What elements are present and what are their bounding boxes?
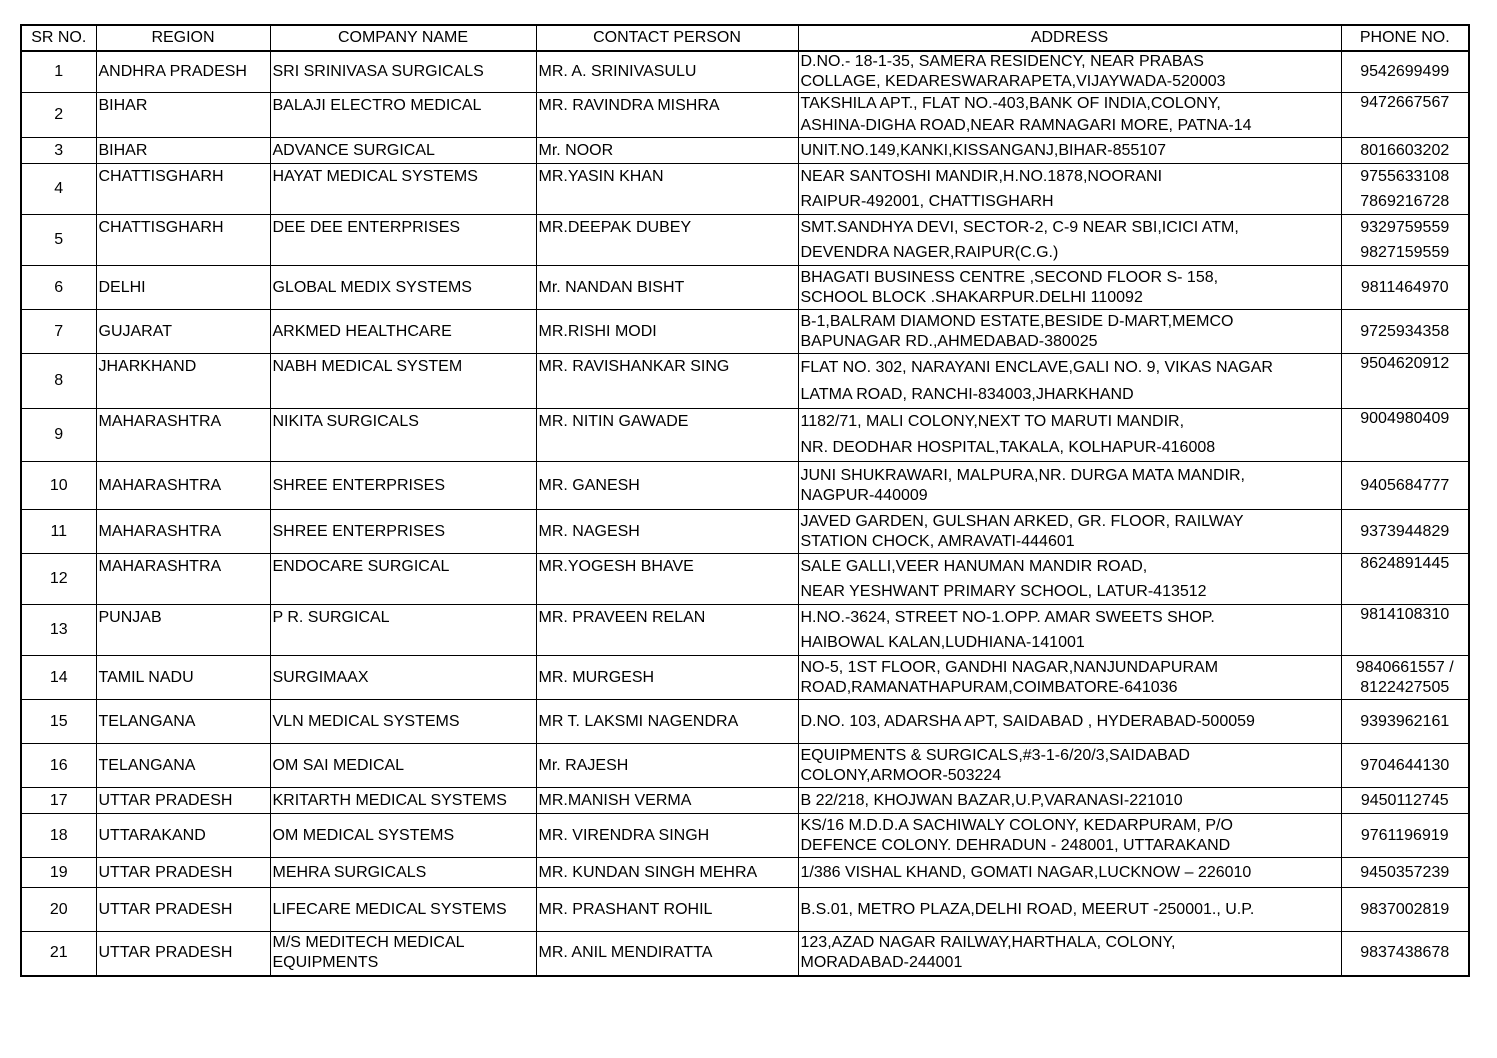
company-name-cell: VLN MEDICAL SYSTEMS (270, 700, 536, 744)
address-line: UNIT.NO.149,KANKI,KISSANGANJ,BIHAR-855107 (800, 142, 1166, 159)
address-line: 1182/71, MALI COLONY,NEXT TO MARUTI MANDIR, (800, 413, 1185, 430)
sr-no-cell: 3 (21, 138, 96, 164)
sr-no-cell: 21 (21, 932, 96, 976)
table-row (21, 409, 1469, 462)
contact-person-cell: MR. PRAVEEN RELAN (536, 605, 798, 656)
address-line: MORADABAD-244001 (800, 954, 963, 972)
contact-person-cell: MR.RISHI MODI (536, 310, 798, 354)
table-row (21, 510, 1469, 554)
region-cell: MAHARASHTRA (96, 510, 270, 554)
table-row (21, 814, 1469, 858)
address-line: D.NO. 103, ADARSHA APT, SAIDABAD , HYDERABAD-500059 (800, 712, 1255, 730)
phone-cell (1341, 814, 1469, 858)
address-cell (798, 605, 1341, 656)
address-line: SCHOOL BLOCK .SHAKARPUR.DELHI 110092 (800, 288, 1143, 306)
sr-no-cell: 12 (21, 554, 96, 605)
contact-person-cell: MR.YOGESH BHAVE (536, 554, 798, 605)
phone-cell (1341, 164, 1469, 215)
region-cell: MAHARASHTRA (96, 462, 270, 510)
company-name-cell: OM SAI MEDICAL (270, 744, 536, 788)
table-row (21, 656, 1469, 700)
region-cell: ANDHRA PRADESH (96, 51, 270, 93)
address-line: BAPUNAGAR RD.,AHMEDABAD-380025 (800, 332, 1098, 350)
company-name-cell: SRI SRINIVASA SURGICALS (270, 51, 536, 93)
address-line: ROAD,RAMANATHAPURAM,COIMBATORE-641036 (800, 678, 1178, 696)
company-name-cell: DEE DEE ENTERPRISES (270, 215, 536, 266)
phone-number: 9004980409 (1360, 410, 1450, 427)
sr-no-cell: 18 (21, 814, 96, 858)
region-cell: BIHAR (96, 138, 270, 164)
header-contact-person: CONTACT PERSON (536, 25, 798, 51)
phone-cell (1341, 93, 1469, 138)
region-cell: JHARKHAND (96, 354, 270, 409)
company-name-cell: NABH MEDICAL SYSTEM (270, 354, 536, 409)
region-cell: DELHI (96, 266, 270, 310)
region-cell: UTTAR PRADESH (96, 788, 270, 814)
phone-cell (1341, 409, 1469, 462)
phone-cell (1341, 462, 1469, 510)
header-company-name: COMPANY NAME (270, 25, 536, 51)
address-line: 1/386 VISHAL KHAND, GOMATI NAGAR,LUCKNOW – 226010 (800, 863, 1252, 881)
address-cell (798, 858, 1341, 888)
address-line: KS/16 M.D.D.A SACHIWALY COLONY, KEDARPURAM, P/O (800, 816, 1233, 834)
address-line: JUNI SHUKRAWARI, MALPURA,NR. DURGA MATA MANDIR, (800, 466, 1245, 484)
sr-no-cell: 1 (21, 51, 96, 93)
phone-number: 9393962161 (1360, 712, 1450, 730)
region-cell: BIHAR (96, 93, 270, 138)
region-cell: UTTAR PRADESH (96, 888, 270, 932)
address-line: HAIBOWAL KALAN,LUDHIANA-141001 (800, 634, 1085, 651)
sr-no-cell: 13 (21, 605, 96, 656)
table-row (21, 700, 1469, 744)
phone-number: 9329759559 (1360, 219, 1450, 236)
table-row (21, 51, 1469, 93)
sr-no-cell: 6 (21, 266, 96, 310)
phone-number: 9755633108 (1360, 168, 1450, 185)
contact-person-cell: MR.DEEPAK DUBEY (536, 215, 798, 266)
address-line: B-1,BALRAM DIAMOND ESTATE,BESIDE D-MART,MEMCO (800, 312, 1234, 330)
sr-no-cell: 15 (21, 700, 96, 744)
address-line: NAGPUR-440009 (800, 486, 928, 504)
table-row (21, 215, 1469, 266)
contact-person-cell: MR. RAVISHANKAR SING (536, 354, 798, 409)
contact-person-cell: Mr. NOOR (536, 138, 798, 164)
phone-number: 9811464970 (1360, 278, 1449, 296)
table-row (21, 164, 1469, 215)
table-row (21, 605, 1469, 656)
phone-cell (1341, 858, 1469, 888)
address-line: NEAR SANTOSHI MANDIR,H.NO.1878,NOORANI (800, 168, 1163, 185)
sr-no-cell: 10 (21, 462, 96, 510)
company-name-cell: SHREE ENTERPRISES (270, 510, 536, 554)
address-cell (798, 932, 1341, 976)
address-cell (798, 266, 1341, 310)
region-cell: PUNJAB (96, 605, 270, 656)
address-cell (798, 814, 1341, 858)
phone-cell (1341, 888, 1469, 932)
header-address: ADDRESS (798, 25, 1341, 51)
address-cell (798, 744, 1341, 788)
region-cell: TELANGANA (96, 744, 270, 788)
address-cell (798, 510, 1341, 554)
phone-number: 7869216728 (1360, 193, 1450, 210)
region-cell: TAMIL NADU (96, 656, 270, 700)
address-line: SMT.SANDHYA DEVI, SECTOR-2, C-9 NEAR SBI,ICICI ATM, (800, 219, 1239, 236)
company-name-cell: GLOBAL MEDIX SYSTEMS (270, 266, 536, 310)
company-name-cell: ENDOCARE SURGICAL (270, 554, 536, 605)
table-row (21, 744, 1469, 788)
phone-number: 9827159559 (1360, 244, 1450, 261)
address-cell (798, 310, 1341, 354)
header-phone-no: PHONE NO. (1341, 25, 1469, 51)
address-line: COLONY,ARMOOR-503224 (800, 766, 1002, 784)
address-line: COLLAGE, KEDARESWARARAPETA,VIJAYWADA-520003 (800, 73, 1226, 90)
address-cell (798, 138, 1341, 164)
company-name-cell: P R. SURGICAL (270, 605, 536, 656)
region-cell: CHATTISGHARH (96, 215, 270, 266)
contact-person-cell: MR. A. SRINIVASULU (536, 51, 798, 93)
dealer-table (20, 24, 1470, 977)
region-cell: UTTAR PRADESH (96, 858, 270, 888)
phone-cell (1341, 554, 1469, 605)
region-cell: MAHARASHTRA (96, 409, 270, 462)
phone-cell (1341, 354, 1469, 409)
company-name-cell: BALAJI ELECTRO MEDICAL (270, 93, 536, 138)
company-name-cell: SURGIMAAX (270, 656, 536, 700)
address-line: NR. DEODHAR HOSPITAL,TAKALA, KOLHAPUR-416008 (800, 439, 1216, 456)
address-line: DEVENDRA NAGER,RAIPUR(C.G.) (800, 244, 1059, 261)
table-row (21, 310, 1469, 354)
phone-number: 8122427505 (1360, 678, 1450, 696)
address-line: D.NO.- 18-1-35, SAMERA RESIDENCY, NEAR PRABAS (800, 53, 1204, 70)
phone-cell (1341, 700, 1469, 744)
region-cell: UTTARAKAND (96, 814, 270, 858)
sr-no-cell: 14 (21, 656, 96, 700)
address-line: LATMA ROAD, RANCHI-834003,JHARKHAND (800, 386, 1134, 403)
phone-number: 9450357239 (1360, 863, 1450, 881)
address-line: TAKSHILA APT., FLAT NO.-403,BANK OF INDIA,COLONY, (800, 95, 1221, 112)
address-cell (798, 462, 1341, 510)
address-cell (798, 409, 1341, 462)
address-line: BHAGATI BUSINESS CENTRE ,SECOND FLOOR S- 158, (800, 268, 1219, 286)
table-body (21, 51, 1469, 976)
address-cell (798, 164, 1341, 215)
address-cell (798, 554, 1341, 605)
address-line: NO-5, 1ST FLOOR, GANDHI NAGAR,NANJUNDAPURAM (800, 658, 1219, 676)
sr-no-cell: 2 (21, 93, 96, 138)
phone-cell (1341, 510, 1469, 554)
phone-number: 9837438678 (1360, 944, 1450, 962)
contact-person-cell: Mr. NANDAN BISHT (536, 266, 798, 310)
sr-no-cell: 7 (21, 310, 96, 354)
table-row (21, 462, 1469, 510)
phone-number: 9837002819 (1360, 900, 1450, 918)
sr-no-cell: 11 (21, 510, 96, 554)
table-row (21, 93, 1469, 138)
sr-no-cell: 4 (21, 164, 96, 215)
address-cell (798, 788, 1341, 814)
company-name-cell: SHREE ENTERPRISES (270, 462, 536, 510)
table-row (21, 266, 1469, 310)
phone-cell (1341, 744, 1469, 788)
contact-person-cell: MR. GANESH (536, 462, 798, 510)
phone-number: 9373944829 (1360, 522, 1450, 540)
address-line: H.NO.-3624, STREET NO-1.OPP. AMAR SWEETS SHOP. (800, 609, 1215, 626)
region-cell: TELANGANA (96, 700, 270, 744)
contact-person-cell: MR. PRASHANT ROHIL (536, 888, 798, 932)
contact-person-cell: MR. MURGESH (536, 656, 798, 700)
sr-no-cell: 17 (21, 788, 96, 814)
table-row (21, 788, 1469, 814)
phone-cell (1341, 266, 1469, 310)
contact-person-cell: MR. NITIN GAWADE (536, 409, 798, 462)
address-line: EQUIPMENTS & SURGICALS,#3-1-6/20/3,SAIDABAD (800, 746, 1190, 764)
sr-no-cell: 8 (21, 354, 96, 409)
phone-number: 9504620912 (1360, 355, 1450, 372)
address-cell (798, 354, 1341, 409)
contact-person-cell: MR.YASIN KHAN (536, 164, 798, 215)
phone-number: 9450112745 (1360, 791, 1449, 809)
contact-person-cell: MR. VIRENDRA SINGH (536, 814, 798, 858)
region-cell: CHATTISGHARH (96, 164, 270, 215)
address-cell (798, 656, 1341, 700)
phone-cell (1341, 138, 1469, 164)
address-line: B 22/218, KHOJWAN BAZAR,U.P,VARANASI-221010 (800, 791, 1183, 809)
contact-person-cell: MR. NAGESH (536, 510, 798, 554)
address-line: 123,AZAD NAGAR RAILWAY,HARTHALA, COLONY, (800, 934, 1176, 952)
phone-cell (1341, 215, 1469, 266)
company-name-cell: NIKITA SURGICALS (270, 409, 536, 462)
address-line: STATION CHOCK, AMRAVATI-444601 (800, 532, 1075, 550)
sr-no-cell: 5 (21, 215, 96, 266)
address-line: B.S.01, METRO PLAZA,DELHI ROAD, MEERUT -250001., U.P. (800, 900, 1255, 918)
header-region: REGION (96, 25, 270, 51)
company-name-cell: LIFECARE MEDICAL SYSTEMS (270, 888, 536, 932)
phone-number: 9704644130 (1360, 756, 1450, 774)
sr-no-cell: 19 (21, 858, 96, 888)
table-row (21, 888, 1469, 932)
region-cell: GUJARAT (96, 310, 270, 354)
phone-cell (1341, 656, 1469, 700)
address-line: RAIPUR-492001, CHATTISGHARH (800, 193, 1054, 210)
phone-number: 9725934358 (1360, 322, 1450, 340)
contact-person-cell: MR. ANIL MENDIRATTA (536, 932, 798, 976)
address-cell (798, 51, 1341, 93)
phone-cell (1341, 788, 1469, 814)
address-cell (798, 215, 1341, 266)
phone-cell (1341, 605, 1469, 656)
phone-cell (1341, 932, 1469, 976)
address-line: DEFENCE COLONY. DEHRADUN - 248001, UTTARAKAND (800, 836, 1231, 854)
phone-number: 9542699499 (1360, 63, 1450, 80)
company-name-cell: MEHRA SURGICALS (270, 858, 536, 888)
address-line: ASHINA-DIGHA ROAD,NEAR RAMNAGARI MORE, PATNA-14 (800, 117, 1252, 134)
company-name-cell: HAYAT MEDICAL SYSTEMS (270, 164, 536, 215)
company-name-cell: OM MEDICAL SYSTEMS (270, 814, 536, 858)
sr-no-cell: 20 (21, 888, 96, 932)
phone-cell (1341, 310, 1469, 354)
address-cell (798, 700, 1341, 744)
header-row (21, 25, 1469, 51)
phone-number: 9472667567 (1360, 94, 1450, 111)
company-name-cell: ADVANCE SURGICAL (270, 138, 536, 164)
header-sr-no: SR NO. (21, 25, 96, 51)
table-row (21, 554, 1469, 605)
address-line: NEAR YESHWANT PRIMARY SCHOOL, LATUR-413512 (800, 583, 1207, 600)
company-name-cell: ARKMED HEALTHCARE (270, 310, 536, 354)
table-row (21, 138, 1469, 164)
phone-number: 9761196919 (1360, 826, 1449, 844)
address-cell (798, 93, 1341, 138)
address-line: JAVED GARDEN, GULSHAN ARKED, GR. FLOOR, RAILWAY (800, 512, 1244, 530)
phone-number: 9814108310 (1360, 606, 1450, 623)
region-cell: UTTAR PRADESH (96, 932, 270, 976)
phone-number: 8624891445 (1360, 555, 1450, 572)
sr-no-cell: 16 (21, 744, 96, 788)
address-line: SALE GALLI,VEER HANUMAN MANDIR ROAD, (800, 558, 1148, 575)
sr-no-cell: 9 (21, 409, 96, 462)
phone-number: 8016603202 (1360, 142, 1450, 159)
contact-person-cell: MR.MANISH VERMA (536, 788, 798, 814)
phone-cell (1341, 51, 1469, 93)
phone-number: 9405684777 (1360, 476, 1450, 494)
table-row (21, 858, 1469, 888)
company-name-cell: M/S MEDITECH MEDICAL EQUIPMENTS (270, 932, 536, 976)
contact-person-cell: MR T. LAKSMI NAGENDRA (536, 700, 798, 744)
company-name-cell: KRITARTH MEDICAL SYSTEMS (270, 788, 536, 814)
region-cell: MAHARASHTRA (96, 554, 270, 605)
phone-number: 9840661557 / (1355, 658, 1454, 676)
contact-person-cell: MR. RAVINDRA MISHRA (536, 93, 798, 138)
table-row (21, 354, 1469, 409)
table-row (21, 932, 1469, 976)
address-cell (798, 888, 1341, 932)
contact-person-cell: MR. KUNDAN SINGH MEHRA (536, 858, 798, 888)
contact-person-cell: Mr. RAJESH (536, 744, 798, 788)
address-line: FLAT NO. 302, NARAYANI ENCLAVE,GALI NO. 9, VIKAS NAGAR (800, 359, 1273, 376)
